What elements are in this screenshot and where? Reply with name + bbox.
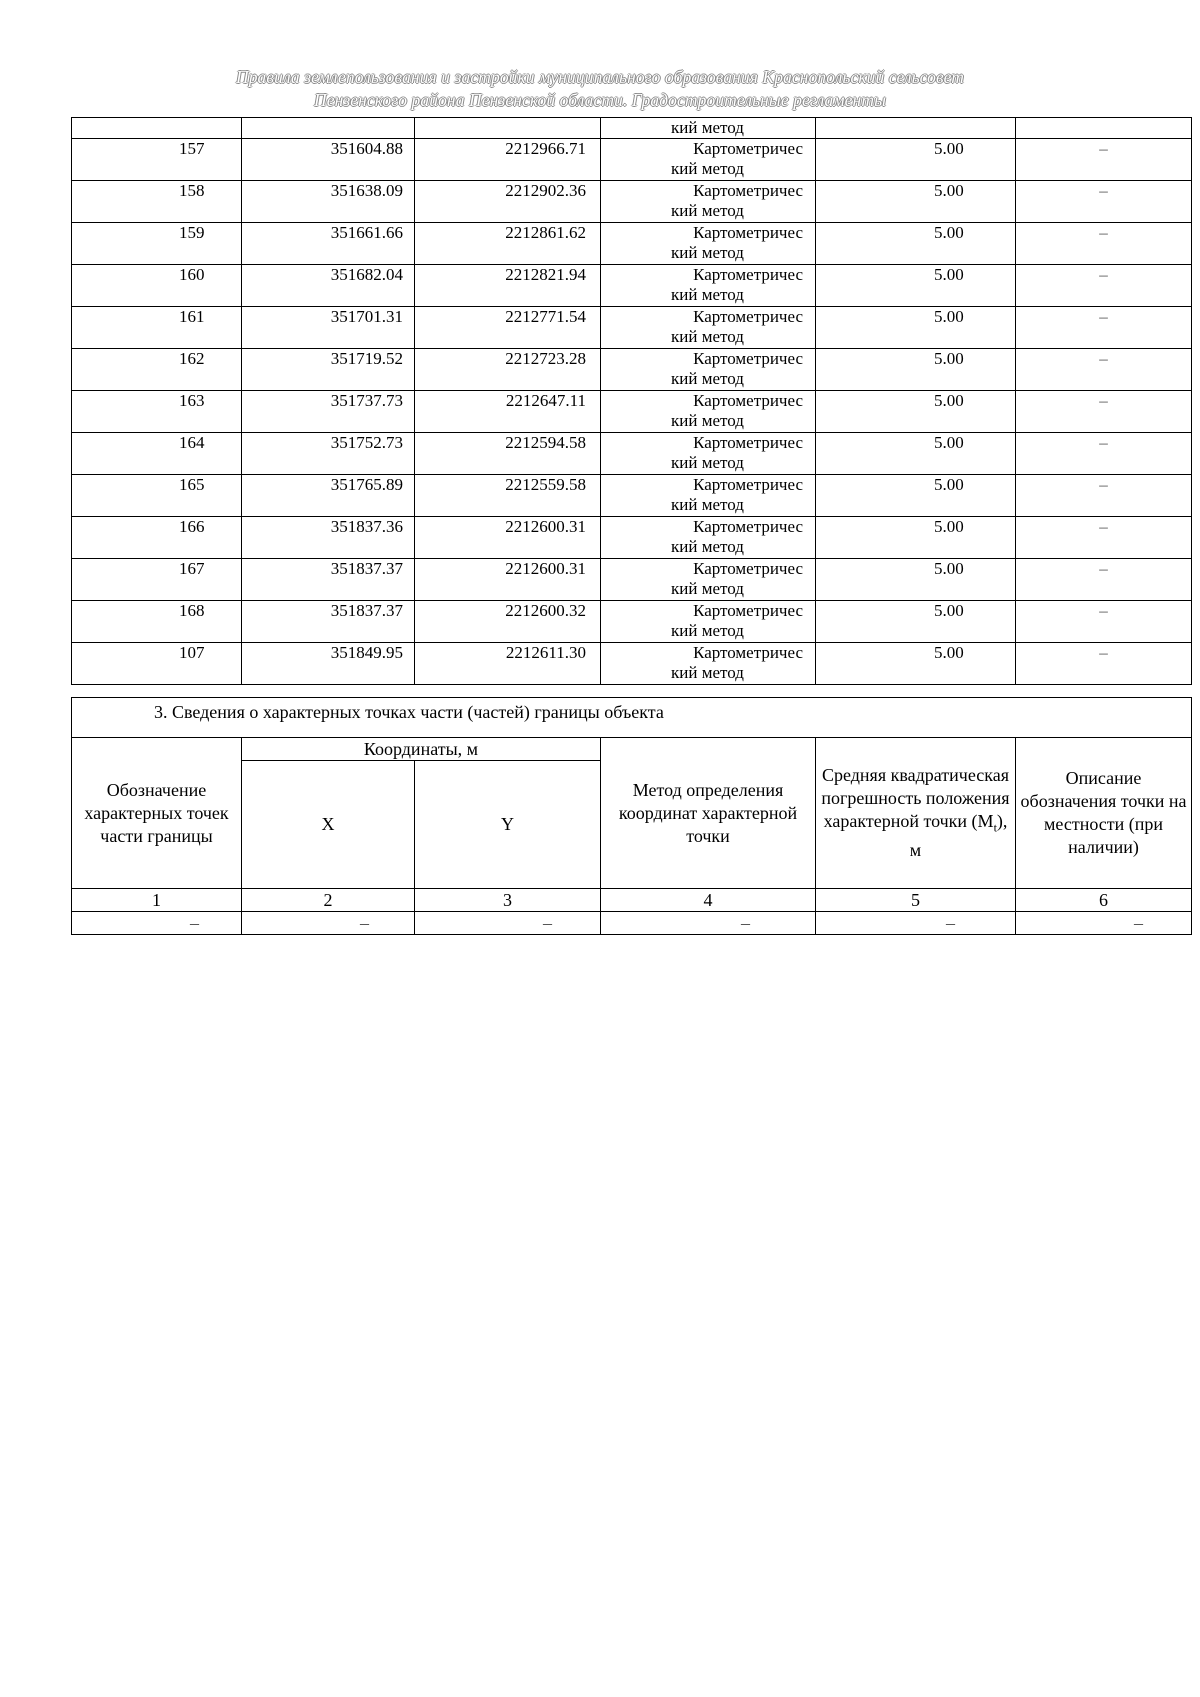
method-cell (601, 349, 816, 391)
x-coordinate-cell: 351719.52 (242, 349, 415, 391)
table-cell: – (415, 912, 601, 935)
table-row (72, 139, 1192, 181)
method-cell (601, 601, 816, 643)
method-cell (601, 307, 816, 349)
column-number: 6 (1016, 889, 1192, 912)
boundary-points-table (71, 117, 1192, 685)
method-line-2: кий метод (671, 369, 744, 388)
point-number-cell: 107 (72, 643, 242, 685)
method-line-2: кий метод (671, 411, 744, 430)
method-line-1: Картометричес (693, 601, 803, 620)
x-coordinate-cell: 351837.37 (242, 601, 415, 643)
description-cell: – (1016, 475, 1192, 517)
point-number-cell: 158 (72, 181, 242, 223)
y-coordinate-cell: 2212611.30 (415, 643, 601, 685)
method-cell (601, 433, 816, 475)
method-line-1: Картометричес (693, 643, 803, 662)
point-designation-header: Обозначение характерных точек части границы (72, 738, 242, 889)
description-cell: – (1016, 265, 1192, 307)
table-cell: – (72, 912, 242, 935)
point-number-cell: 160 (72, 265, 242, 307)
table-row (72, 265, 1192, 307)
empty-data-row (72, 912, 1192, 935)
x-coordinate-cell: 351604.88 (242, 139, 415, 181)
method-line-2: кий метод (671, 159, 744, 178)
y-coordinate-cell: 2212647.11 (415, 391, 601, 433)
point-number-cell: 157 (72, 139, 242, 181)
method-line-2: кий метод (671, 327, 744, 346)
error-header-subscript: t (993, 820, 997, 835)
table-row (72, 307, 1192, 349)
method-line-2: кий метод (671, 453, 744, 472)
y-coordinate-cell: 2212559.58 (415, 475, 601, 517)
point-number-cell: 168 (72, 601, 242, 643)
method-cell (601, 517, 816, 559)
table-row (72, 391, 1192, 433)
y-header: Y (415, 761, 601, 889)
document-header (0, 66, 1200, 112)
method-line-2: кий метод (671, 537, 744, 556)
description-cell: – (1016, 307, 1192, 349)
header-line-2: Пензенского района Пензенской области. Градостроительные регламенты (313, 90, 887, 110)
error-value-cell: 5.00 (816, 517, 1016, 559)
x-coordinate-cell: 351837.36 (242, 517, 415, 559)
method-cell (601, 391, 816, 433)
error-header (816, 738, 1016, 889)
description-cell: – (1016, 223, 1192, 265)
point-number-cell: 159 (72, 223, 242, 265)
x-coordinate-cell: 351638.09 (242, 181, 415, 223)
error-value-cell: 5.00 (816, 643, 1016, 685)
y-coordinate-cell: 2212600.31 (415, 517, 601, 559)
table-cell (816, 118, 1016, 139)
y-coordinate-cell: 2212771.54 (415, 307, 601, 349)
method-line-2: кий метод (671, 621, 744, 640)
error-value-cell: 5.00 (816, 349, 1016, 391)
y-coordinate-cell: 2212600.31 (415, 559, 601, 601)
error-value-cell: 5.00 (816, 181, 1016, 223)
description-cell: – (1016, 349, 1192, 391)
column-number: 5 (816, 889, 1016, 912)
table-row (72, 601, 1192, 643)
error-value-cell: 5.00 (816, 601, 1016, 643)
method-line-1: Картометричес (693, 559, 803, 578)
method-cell (601, 643, 816, 685)
point-number-cell: 163 (72, 391, 242, 433)
table-cell (242, 118, 415, 139)
method-line-1: Картометричес (693, 223, 803, 242)
header-line-1: Правила землепользования и застройки муниципального образования Краснопольский сельсовет (235, 67, 965, 87)
method-cell (601, 265, 816, 307)
x-header: X (242, 761, 415, 889)
method-line-2: кий метод (671, 663, 744, 682)
table-row (72, 643, 1192, 685)
description-header: Описание обозначения точки на местности (при наличии) (1016, 738, 1192, 889)
error-value-cell: 5.00 (816, 391, 1016, 433)
method-line-1: Картометричес (693, 391, 803, 410)
point-number-cell: 164 (72, 433, 242, 475)
method-line-1: Картометричес (693, 433, 803, 452)
x-coordinate-cell: 351837.37 (242, 559, 415, 601)
x-coordinate-cell: 351661.66 (242, 223, 415, 265)
boundary-points-table-body (72, 118, 1192, 685)
y-coordinate-cell: 2212966.71 (415, 139, 601, 181)
description-cell: – (1016, 433, 1192, 475)
error-header-text: Средняя квадратическая погрешность положения характерной точки (M (821, 764, 1010, 831)
table-cell (72, 118, 242, 139)
method-cell (601, 139, 816, 181)
error-value-cell: 5.00 (816, 265, 1016, 307)
x-coordinate-cell: 351752.73 (242, 433, 415, 475)
description-cell: – (1016, 391, 1192, 433)
description-cell: – (1016, 139, 1192, 181)
y-coordinate-cell: 2212902.36 (415, 181, 601, 223)
table-cell (1016, 118, 1192, 139)
y-coordinate-cell: 2212594.58 (415, 433, 601, 475)
point-number-cell: 167 (72, 559, 242, 601)
part-boundary-points-table (71, 697, 1192, 935)
method-cell (601, 475, 816, 517)
table-cell (415, 118, 601, 139)
method-line-1: Картометричес (693, 265, 803, 284)
continuation-row (72, 118, 1192, 139)
x-coordinate-cell: 351765.89 (242, 475, 415, 517)
table-row (72, 433, 1192, 475)
method-line-1: Картометричес (693, 517, 803, 536)
table-row (72, 223, 1192, 265)
x-coordinate-cell: 351682.04 (242, 265, 415, 307)
x-coordinate-cell: 351849.95 (242, 643, 415, 685)
method-line-2: кий метод (671, 201, 744, 220)
column-number: 2 (242, 889, 415, 912)
error-value-cell: 5.00 (816, 223, 1016, 265)
coordinates-header: Координаты, м (242, 738, 601, 761)
error-value-cell: 5.00 (816, 559, 1016, 601)
error-value-cell: 5.00 (816, 475, 1016, 517)
y-coordinate-cell: 2212723.28 (415, 349, 601, 391)
error-value-cell: 5.00 (816, 433, 1016, 475)
x-coordinate-cell: 351701.31 (242, 307, 415, 349)
method-line-2: кий метод (671, 243, 744, 262)
table-row (72, 475, 1192, 517)
table-cell: – (242, 912, 415, 935)
column-number: 1 (72, 889, 242, 912)
method-line-2: кий метод (671, 579, 744, 598)
y-coordinate-cell: 2212600.32 (415, 601, 601, 643)
table-cell: – (601, 912, 816, 935)
error-value-cell: 5.00 (816, 307, 1016, 349)
description-cell: – (1016, 559, 1192, 601)
description-cell: – (1016, 517, 1192, 559)
point-number-cell: 161 (72, 307, 242, 349)
table-cell: – (816, 912, 1016, 935)
error-value-cell: 5.00 (816, 139, 1016, 181)
section-title: 3. Сведения о характерных точках части (частей) границы объекта (72, 698, 1192, 738)
column-number: 4 (601, 889, 816, 912)
table-cell: – (1016, 912, 1192, 935)
method-cell (601, 181, 816, 223)
y-coordinate-cell: 2212861.62 (415, 223, 601, 265)
description-cell: – (1016, 601, 1192, 643)
description-cell: – (1016, 643, 1192, 685)
table-row (72, 181, 1192, 223)
description-cell: – (1016, 181, 1192, 223)
y-coordinate-cell: 2212821.94 (415, 265, 601, 307)
method-line-2: кий метод (671, 285, 744, 304)
point-number-cell: 162 (72, 349, 242, 391)
method-cell: кий метод (601, 118, 816, 139)
column-number-row (72, 889, 1192, 912)
point-number-cell: 166 (72, 517, 242, 559)
method-line-1: Картометричес (693, 475, 803, 494)
point-number-cell: 165 (72, 475, 242, 517)
method-cell (601, 559, 816, 601)
column-number: 3 (415, 889, 601, 912)
table-row (72, 349, 1192, 391)
table-row (72, 559, 1192, 601)
method-line-1: Картометричес (693, 307, 803, 326)
method-header: Метод определения координат характерной точки (601, 738, 816, 889)
x-coordinate-cell: 351737.73 (242, 391, 415, 433)
method-line-1: Картометричес (693, 181, 803, 200)
method-line-1: Картометричес (693, 139, 803, 158)
method-cell (601, 223, 816, 265)
method-line-2: кий метод (671, 495, 744, 514)
error-header-unit: ), м (909, 810, 1008, 861)
method-line-1: Картометричес (693, 349, 803, 368)
table-row (72, 517, 1192, 559)
